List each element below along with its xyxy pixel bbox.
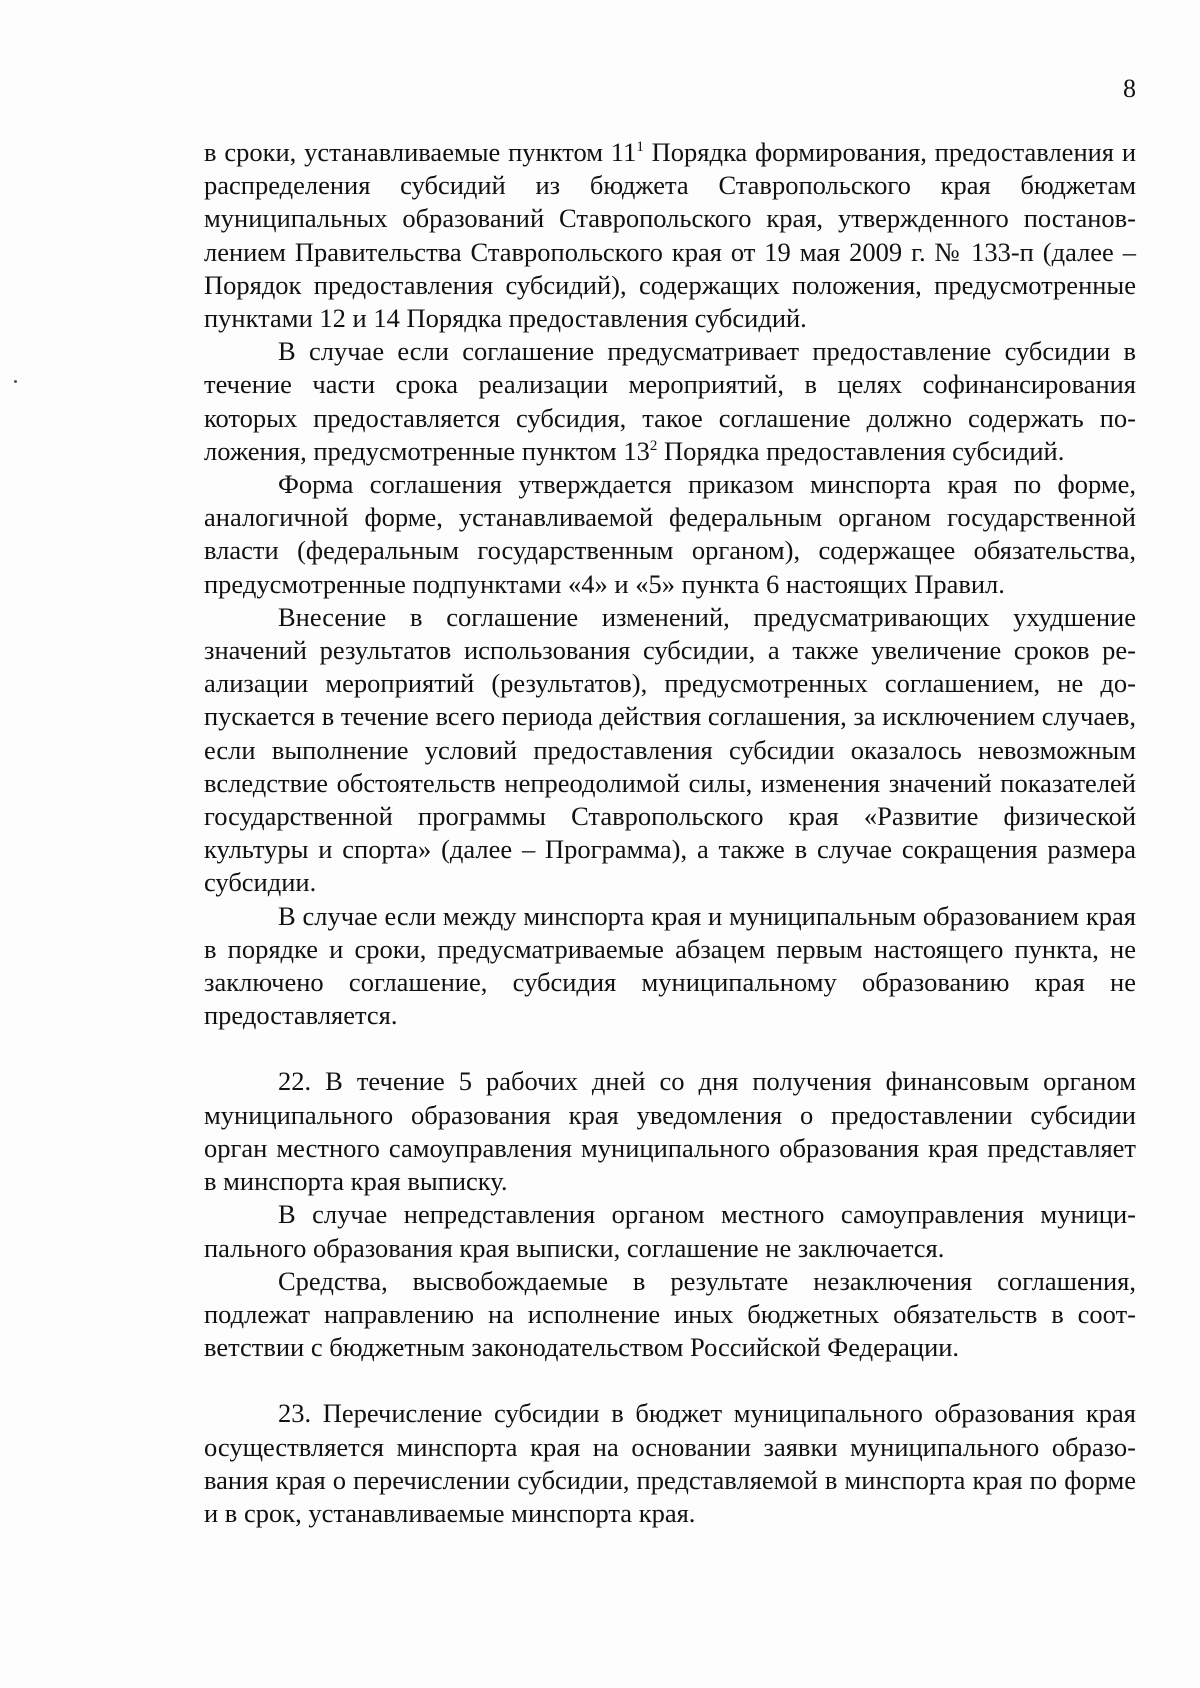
paragraph-text: 22. В течение 5 рабочих дней со дня получения финансовым органом муниципального образования края уведомления о предоставлении субсидии орган местного самоуправления муниципального образования края представляет в минспорта края выписку. (204, 1066, 1136, 1197)
paragraph-2 (204, 335, 1136, 468)
paragraph-text: в сроки, устанавливаемые пунктом 11 (204, 137, 637, 167)
section-22-paragraph (204, 1065, 1136, 1198)
document-body (204, 136, 1136, 1530)
paragraph-1 (204, 136, 1136, 335)
page-number: 8 (1123, 74, 1136, 103)
paragraph-8 (204, 1265, 1136, 1365)
paragraph-text: Форма соглашения утверждается приказом минспорта края по форме, аналогичной форме, устанавливаемой федеральным органом государственной власти (федеральным государственным органом), содержащее обязательства, предусмотренные подпунктами «4» и «5» пункта 6 настоящих Правил. (204, 469, 1136, 599)
scan-speck (14, 380, 17, 383)
superscript: 1 (636, 139, 644, 155)
paragraph-text: Внесение в соглашение изменений, предусматривающих ухудшение значений результатов использования субсидии, а также увеличение сроков реализации мероприятий (результатов), предусмотренных соглашением, не допускается в течение всего периода действия соглашения, за исключением случаев, если выполнение условий предоставления субсидии оказалось невозможным вследствие обстоятельств непреодолимой силы, изменения значений показателей государственной программы Ставропольского края «Развитие физической культуры и спорта» (далее – Программа), а также в случае сокращения размера субсидии. (204, 601, 1136, 898)
paragraph-text-continued: Порядка формирования, предоставления и распределения субсидий из бюджета Ставропольского края бюджетам муниципальных образований Ставропольского края, утвержденного постановлением Правительства Ставропольского края от 19 мая 2009 г. № 133-п (далее – Порядок предоставления субсидий), содержащих положения, предусмотренные пунктами 12 и 14 Порядка предоставления субсидий. (204, 137, 1136, 334)
paragraph-7 (204, 1198, 1136, 1264)
paragraph-text: 23. Перечисление субсидии в бюджет муниципального образования края осуществляется минспорта края на основании заявки муниципального образования края о перечислении субсидии, представляемой в минспорта края по форме и в срок, устанавливаемые минспорта края. (204, 1398, 1136, 1528)
paragraph-text: Средства, высвобождаемые в результате незаключения соглашения, подлежат направлению на исполнение иных бюджетных обязательств в соответствии с бюджетным законодательством Российской Федерации. (204, 1265, 1136, 1363)
paragraph-text: В случае непредставления органом местного самоуправления муниципального образования края выписки, соглашение не заключается. (204, 1199, 1136, 1263)
paragraph-4 (204, 601, 1136, 900)
section-23-paragraph (204, 1397, 1136, 1530)
superscript: 2 (649, 437, 658, 454)
paragraph-3 (204, 468, 1136, 601)
paragraph-text: В случае если между минспорта края и муниципальным образованием края в порядке и сроки, предусматриваемые абзацем первым настоящего пункта, не заключено соглашение, субсидия муниципальному образованию края не предоставляется. (204, 900, 1136, 1031)
paragraph-5 (204, 900, 1136, 1033)
paragraph-text: В случае если соглашение предусматривает предоставление субсидии в течение части срока реализации мероприятий, в целях софинансирования которых предоставляется субсидия, такое соглашение должно содержать положения, предусмотренные пунктом 13 (204, 336, 1136, 466)
paragraph-text-continued: Порядка предоставления субсидий. (657, 435, 1065, 466)
